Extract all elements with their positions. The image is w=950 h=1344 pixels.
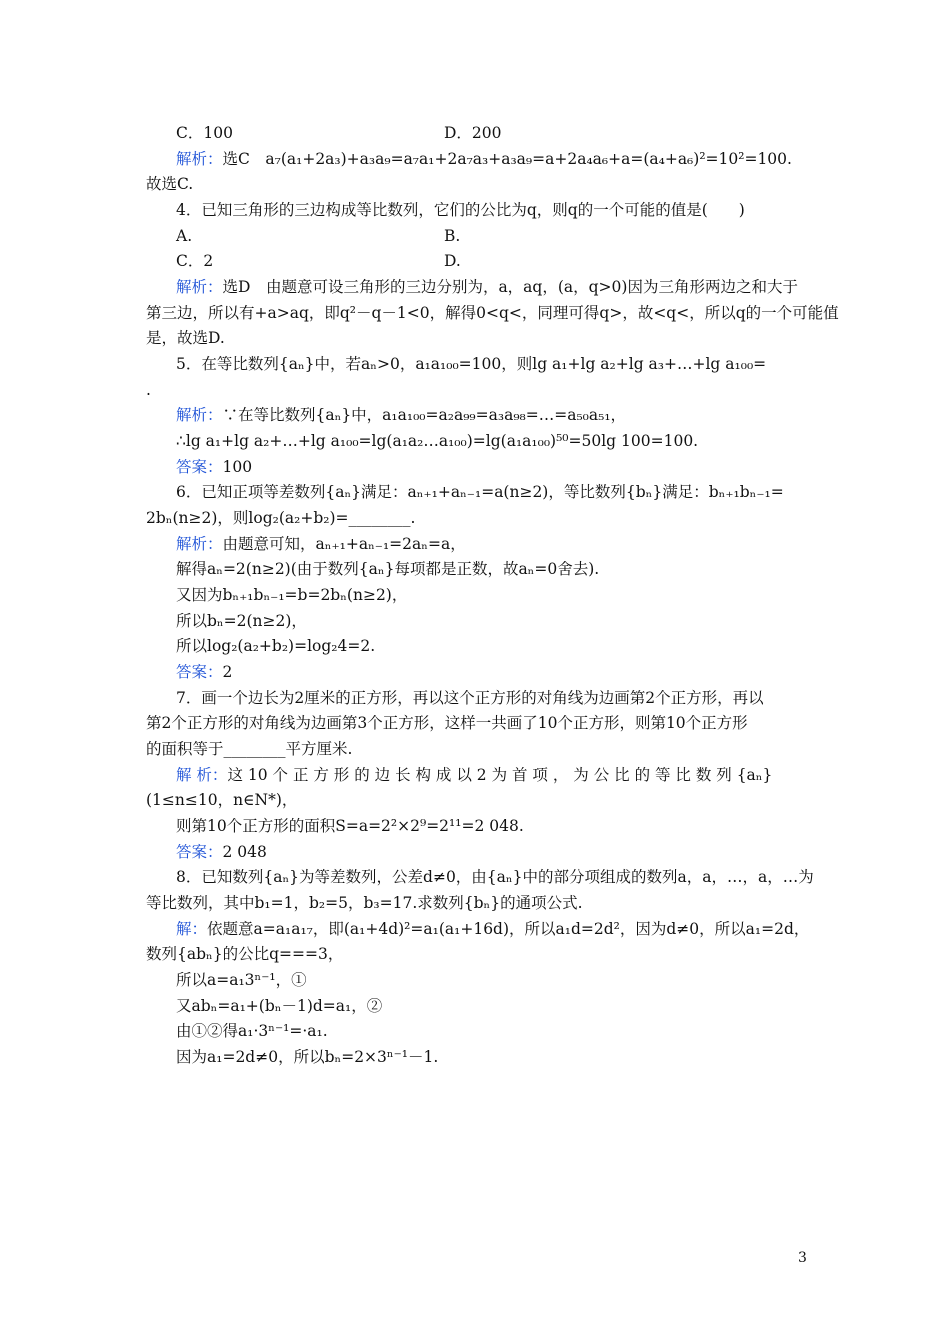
q6-solution-line2: 解得aₙ=2(n≥2)(由于数列{aₙ}每项都是正数，故aₙ=0舍去). xyxy=(176,560,600,578)
q3-solution-line2: 故选C. xyxy=(146,175,194,193)
q8-stem-line1: 8．已知数列{aₙ}为等差数列，公差d≠0，由{aₙ}中的部分项组成的数列a，a，…，a，…为 xyxy=(176,868,814,886)
q8-solution-line6: 因为a₁=2d≠0，所以bₙ=2×3ⁿ⁻¹－1. xyxy=(176,1048,439,1066)
q5-solution-line1: 解析：∵在等比数列{aₙ}中，a₁a₁₀₀=a₂a₉₉=a₃a₉₈=…=a₅₀a₅₁， xyxy=(176,406,627,424)
q4-solution-line1: 解析：选D 由题意可设三角形的三边分别为，a，aq，(a，q>0)因为三角形两边之和大于 xyxy=(176,278,798,296)
page-number: 3 xyxy=(798,1250,807,1266)
q6-stem-line2: 2bₙ(n≥2)，则log₂(a₂+b₂)=________. xyxy=(146,509,416,527)
q7-solution-line1: 解 析：这 10 个 正 方 形 的 边 长 构 成 以 2 为 首 项 ， 为 公 比 的 等 比 数 列 {aₙ} xyxy=(176,766,773,784)
q4-stem: 4．已知三角形的三边构成等比数列，它们的公比为q，则q的一个可能的值是( ) xyxy=(176,201,745,219)
q7-answer: 答案：2 048 xyxy=(176,843,267,861)
q6-solution-line1: 解析：由题意可知，aₙ₊₁+aₙ₋₁=2aₙ=a， xyxy=(176,535,466,553)
q4-option-b: B. xyxy=(444,227,461,245)
q3-solution-line1: 解析：选C a₇(a₁+2a₃)+a₃a₉=a₇a₁+2a₇a₃+a₃a₉=a+2a₄a₆+a=(a₄+a₆)²=10²=100. xyxy=(176,150,792,168)
q7-solution-line2: (1≤n≤10，n∈N*)， xyxy=(146,791,298,809)
q7-stem-line3: 的面积等于________平方厘米. xyxy=(146,740,353,758)
q6-solution-line5: 所以log₂(a₂+b₂)=log₂4=2. xyxy=(176,637,376,655)
q4-solution-line3: 是，故选D. xyxy=(146,329,225,347)
answer-label: 答案： xyxy=(176,843,223,861)
q8-solution-line5: 由①②得a₁·3ⁿ⁻¹=·a₁. xyxy=(176,1022,328,1040)
q3-option-d: D．200 xyxy=(444,124,502,142)
q4-option-a: A. xyxy=(176,227,193,245)
q6-solution-line3: 又因为bₙ₊₁bₙ₋₁=b=2bₙ(n≥2)， xyxy=(176,586,408,604)
q5-answer: 答案：100 xyxy=(176,458,253,476)
answer-label: 答案： xyxy=(176,663,223,681)
q7-solution-line3: 则第10个正方形的面积S=a=2²×2⁹=2¹¹=2 048. xyxy=(176,817,524,835)
solution-label: 解析： xyxy=(176,535,223,553)
q5-stem-line2: . xyxy=(146,381,151,399)
q8-solution-line1: 解：依题意a=a₁a₁₇，即(a₁+4d)²=a₁(a₁+16d)，所以a₁d=2d²，因为d≠0，所以a₁=2d， xyxy=(176,920,810,938)
answer-label: 答案： xyxy=(176,458,223,476)
q8-solution-line3: 所以a=a₁3ⁿ⁻¹，① xyxy=(176,971,307,989)
q8-solution-line2: 数列{abₙ}的公比q===3， xyxy=(146,945,344,963)
solution-label: 解： xyxy=(176,920,208,938)
q7-stem-line1: 7．画一个边长为2厘米的正方形，再以这个正方形的对角线为边画第2个正方形，再以 xyxy=(176,689,764,707)
q4-option-c: C．2 xyxy=(176,252,214,270)
q4-solution-line2: 第三边，所以有+a>aq，即q²－q－1<0，解得0<q<，同理可得q>，故<q<，所以q的一个可能值 xyxy=(146,304,839,322)
q8-solution-line4: 又abₙ=a₁+(bₙ－1)d=a₁，② xyxy=(176,997,383,1015)
q3-option-c: C．100 xyxy=(176,124,233,142)
q5-stem-line1: 5．在等比数列{aₙ}中，若aₙ>0，a₁a₁₀₀=100，则lg a₁+lg a₂+lg a₃+…+lg a₁₀₀= xyxy=(176,355,767,373)
q6-stem-line1: 6．已知正项等差数列{aₙ}满足：aₙ₊₁+aₙ₋₁=a(n≥2)，等比数列{bₙ}满足：bₙ₊₁bₙ₋₁= xyxy=(176,483,784,501)
q6-answer: 答案：2 xyxy=(176,663,233,681)
solution-label: 解析： xyxy=(176,278,223,296)
solution-label: 解析： xyxy=(176,406,223,424)
solution-label: 解 析： xyxy=(176,766,228,784)
q6-solution-line4: 所以bₙ=2(n≥2)， xyxy=(176,612,307,630)
q8-stem-line2: 等比数列，其中b₁=1，b₂=5，b₃=17.求数列{bₙ}的通项公式. xyxy=(146,894,583,912)
solution-label: 解析： xyxy=(176,150,223,168)
q4-option-d: D. xyxy=(444,252,461,270)
q7-stem-line2: 第2个正方形的对角线为边画第3个正方形，这样一共画了10个正方形，则第10个正方形 xyxy=(146,714,748,732)
q5-solution-line2: ∴lg a₁+lg a₂+…+lg a₁₀₀=lg(a₁a₂…a₁₀₀)=lg(a₁a₁₀₀)⁵⁰=50lg 100=100. xyxy=(176,432,699,450)
